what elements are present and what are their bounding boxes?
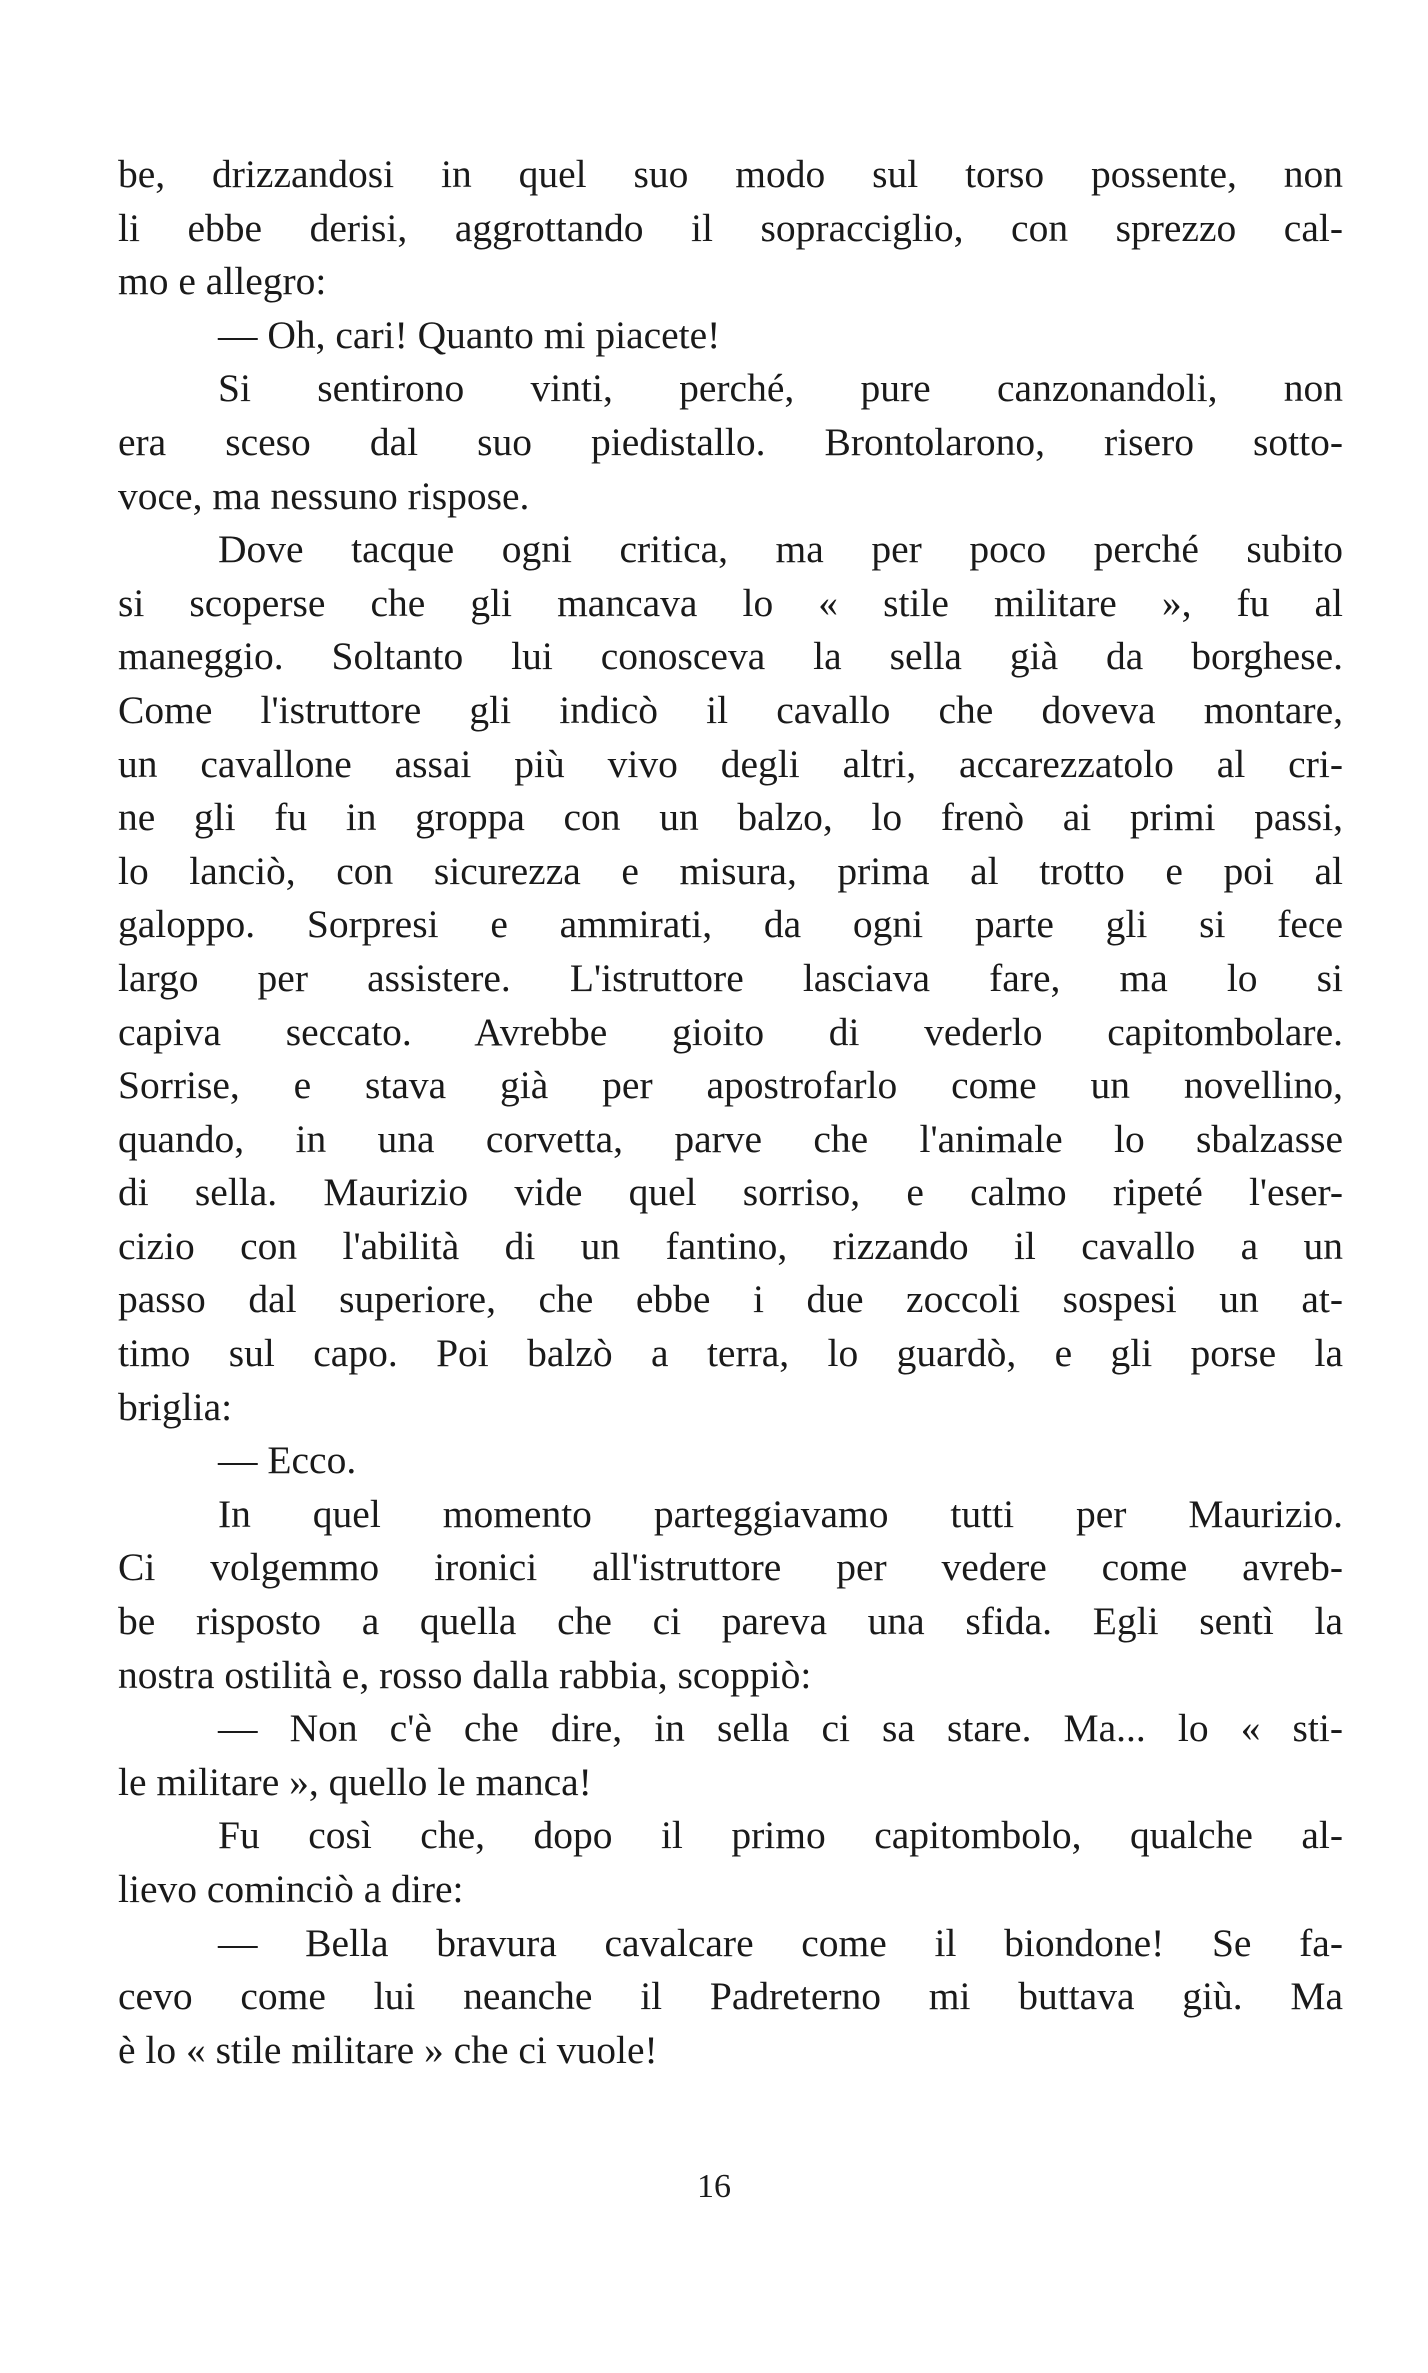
paragraph-start: In quel momento parteggiavamo tutti per Maurizio. bbox=[218, 1491, 1343, 1536]
text-line: lo lanciò, con sicurezza e misura, prima al trotto e poi al bbox=[118, 848, 1343, 893]
text-line: mo e allegro: bbox=[118, 259, 327, 304]
text-line: lievo cominciò a dire: bbox=[118, 1867, 464, 1911]
text-line: maneggio. Soltanto lui conosceva la sella già da borghese. bbox=[118, 634, 1343, 679]
text-line: be, drizzandosi in quel suo modo sul torso possente, non bbox=[118, 152, 1343, 196]
text-line: è lo « stile militare » che ci vuole! bbox=[118, 2027, 658, 2072]
text-line: voce, ma nessuno rispose. bbox=[118, 473, 530, 518]
dialogue-line: — Ecco. bbox=[218, 1438, 357, 1483]
text-line: Come l'istruttore gli indicò il cavallo che doveva montare, bbox=[118, 687, 1343, 732]
text-line: timo sul capo. Poi balzò a terra, lo guardò, e gli porse la bbox=[118, 1331, 1343, 1376]
text-line: briglia: bbox=[118, 1384, 233, 1429]
text-line: di sella. Maurizio vide quel sorriso, e calmo ripeté l'eser- bbox=[118, 1170, 1343, 1215]
text-line: galoppo. Sorpresi e ammirati, da ogni parte gli si fece bbox=[118, 902, 1343, 947]
paragraph-start: Dove tacque ogni critica, ma per poco perché subito bbox=[218, 527, 1343, 572]
page-number: 16 bbox=[697, 2168, 731, 2205]
text-line: cizio con l'abilità di un fantino, rizzando il cavallo a un bbox=[118, 1223, 1343, 1268]
body-text bbox=[118, 148, 1343, 2077]
text-line: nostra ostilità e, rosso dalla rabbia, scoppiò: bbox=[118, 1652, 812, 1697]
paragraph-start: Si sentirono vinti, perché, pure canzonandoli, non bbox=[218, 366, 1343, 411]
dialogue-line: — Bella bravura cavalcare come il biondone! Se fa- bbox=[218, 1920, 1343, 1965]
text-line: Ci volgemmo ironici all'istruttore per vedere come avreb- bbox=[118, 1545, 1343, 1590]
text-line: be risposto a quella che ci pareva una sfida. Egli sentì la bbox=[118, 1599, 1343, 1644]
text-line: quando, in una corvetta, parve che l'animale lo sbalzasse bbox=[118, 1116, 1343, 1161]
text-line: cevo come lui neanche il Padreterno mi buttava giù. Ma bbox=[118, 1974, 1343, 2019]
text-line: passo dal superiore, che ebbe i due zoccoli sospesi un at- bbox=[118, 1277, 1343, 1322]
dialogue-line: — Non c'è che dire, in sella ci sa stare. Ma... lo « sti- bbox=[218, 1706, 1343, 1751]
text-line: capiva seccato. Avrebbe gioito di vederlo capitombolare. bbox=[118, 1009, 1343, 1054]
text-line: le militare », quello le manca! bbox=[118, 1759, 592, 1804]
text-line: Sorrise, e stava già per apostrofarlo come un novellino, bbox=[118, 1063, 1343, 1108]
paragraph-start: Fu così che, dopo il primo capitombolo, qualche al- bbox=[218, 1813, 1343, 1858]
text-line: un cavallone assai più vivo degli altri, accarezzatolo al cri- bbox=[118, 741, 1343, 786]
text-line: si scoperse che gli mancava lo « stile militare », fu al bbox=[118, 580, 1343, 625]
text-line: ne gli fu in groppa con un balzo, lo frenò ai primi passi, bbox=[118, 795, 1343, 840]
text-line: largo per assistere. L'istruttore lasciava fare, ma lo si bbox=[118, 955, 1343, 1000]
text-line: li ebbe derisi, aggrottando il sopracciglio, con sprezzo cal- bbox=[118, 205, 1343, 250]
dialogue-line: — Oh, cari! Quanto mi piacete! bbox=[218, 312, 721, 357]
text-line: era sceso dal suo piedistallo. Brontolarono, risero sotto- bbox=[118, 419, 1343, 464]
